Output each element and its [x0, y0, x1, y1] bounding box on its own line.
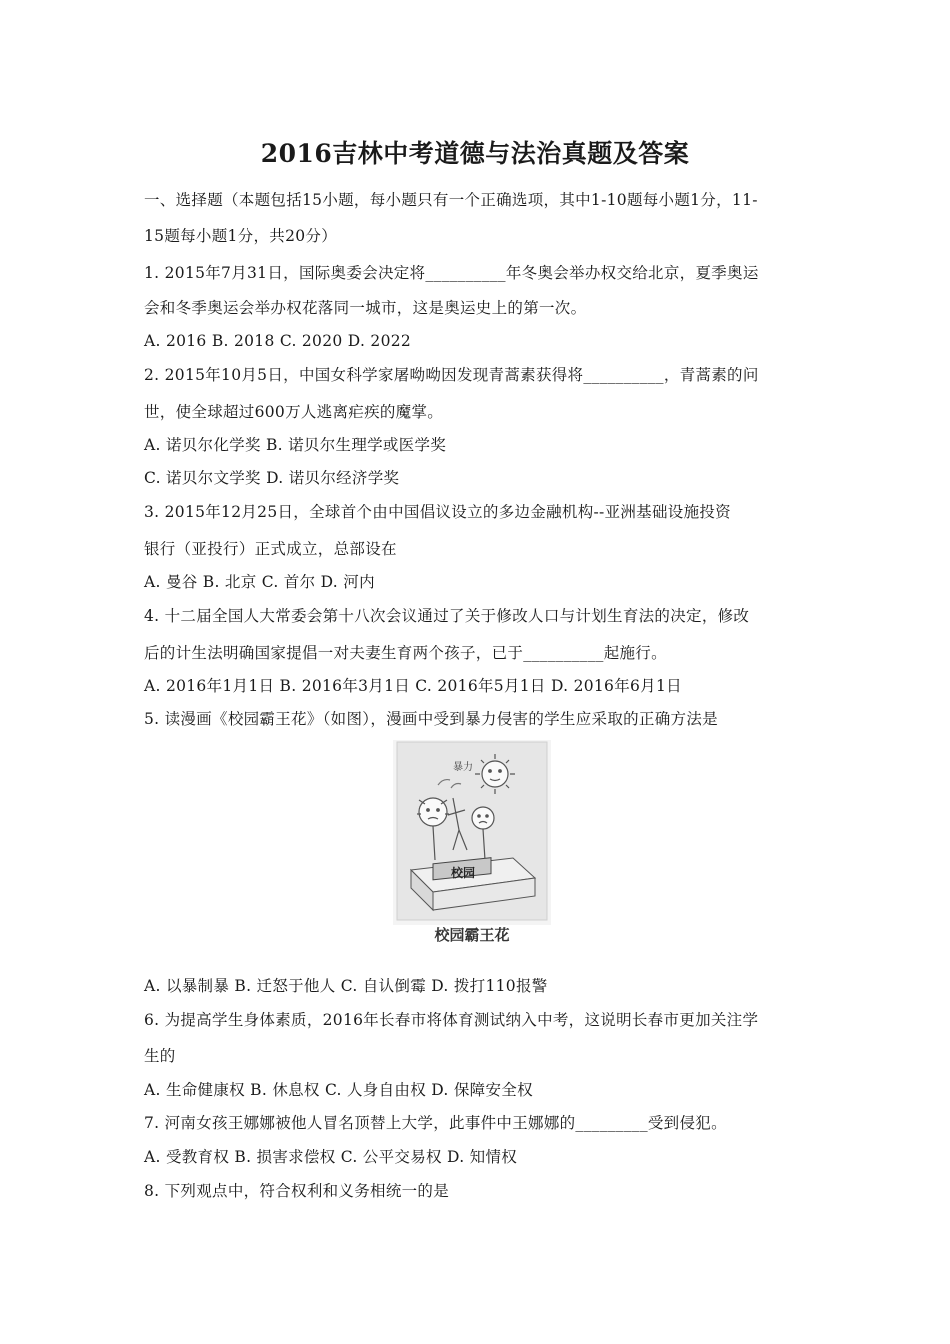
question-5: 5. 读漫画《校园霸王花》（如图），漫画中受到暴力侵害的学生应采取的正确方法是: [144, 710, 718, 728]
book-label: 校园: [451, 866, 476, 880]
cartoon-image: [393, 740, 551, 948]
question-4: 4. 十二届全国人大常委会第十八次会议通过了关于修改人口与计划生育法的决定，修改: [144, 607, 750, 625]
page-title: 2016吉林中考道德与法治真题及答案: [260, 139, 690, 168]
question-3: 3. 2015年12月25日，全球首个由中国倡议设立的多边金融机构--亚洲基础设施投资: [144, 503, 731, 521]
question-2-options-cd: C. 诺贝尔文学奖 D. 诺贝尔经济学奖: [144, 469, 400, 487]
question-6-cont: 生的: [144, 1047, 176, 1065]
question-1-cont: 会和冬季奥运会举办权花落同一城市，这是奥运史上的第一次。: [144, 299, 587, 317]
question-1-options: A. 2016 B. 2018 C. 2020 D. 2022: [144, 332, 412, 350]
tag-label: 暴力: [453, 762, 473, 773]
question-7: 7. 河南女孩王娜娜被他人冒名顶替上大学，此事件中王娜娜的_________受到侵犯。: [144, 1114, 727, 1132]
question-2-cont: 世，使全球超过600万人逃离疟疾的魔掌。: [144, 403, 444, 421]
question-2-options-ab: A. 诺贝尔化学奖 B. 诺贝尔生理学或医学奖: [144, 436, 447, 454]
figure-caption: 校园霸王花: [434, 926, 510, 944]
question-1: 1. 2015年7月31日，国际奥委会决定将__________年冬奥会举办权交给北京，夏季奥运: [144, 264, 759, 282]
question-5-options: A. 以暴制暴 B. 迁怒于他人 C. 自认倒霉 D. 拨打110报警: [144, 977, 548, 995]
question-8: 8. 下列观点中，符合权利和义务相统一的是: [144, 1182, 450, 1200]
question-6-options: A. 生命健康权 B. 休息权 C. 人身自由权 D. 保障安全权: [144, 1081, 533, 1099]
question-7-options: A. 受教育权 B. 损害求偿权 C. 公平交易权 D. 知情权: [144, 1148, 518, 1166]
question-4-cont: 后的计生法明确国家提倡一对夫妻生育两个孩子，已于__________起施行。: [144, 644, 667, 662]
section-heading-cont: 15题每小题1分，共20分）: [144, 227, 338, 245]
question-3-options: A. 曼谷 B. 北京 C. 首尔 D. 河内: [144, 573, 375, 591]
section-heading: 一、选择题（本题包括15小题，每小题只有一个正确选项，其中1-10题每小题1分，11-: [144, 191, 758, 209]
question-2: 2. 2015年10月5日，中国女科学家屠呦呦因发现青蒿素获得将__________，青蒿素的问: [144, 366, 759, 384]
question-3-cont: 银行（亚投行）正式成立，总部设在: [144, 540, 397, 558]
question-4-options: A. 2016年1月1日 B. 2016年3月1日 C. 2016年5月1日 D. 2016年6月1日: [144, 677, 682, 695]
question-6: 6. 为提高学生身体素质，2016年长春市将体育测试纳入中考，这说明长春市更加关注学: [144, 1011, 759, 1029]
